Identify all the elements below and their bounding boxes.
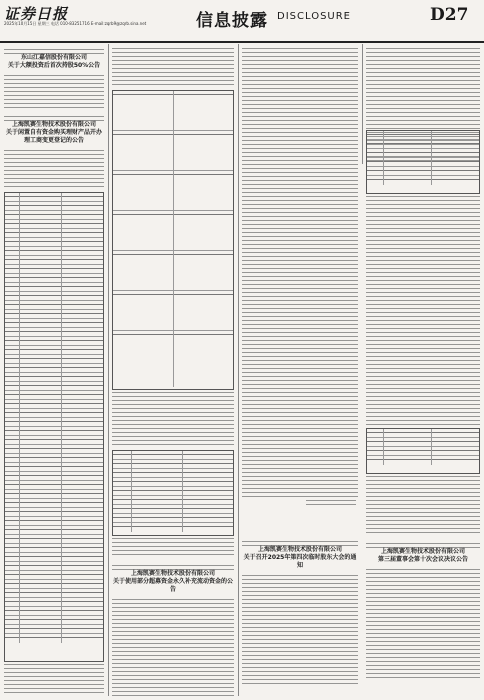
announcement-title: 关于闲置自有资金购买理财产品开办理工商变更登记的公告 — [5, 129, 102, 144]
announcement-body — [112, 599, 234, 696]
column-3 — [240, 46, 360, 696]
announcement-body — [242, 575, 358, 687]
section-title-en: DISCLOSURE — [277, 11, 351, 22]
announcement-body — [4, 75, 104, 111]
announcement-header — [2, 113, 106, 148]
announcement-company: 上海凯赛生物技术股份有限公司 — [257, 546, 342, 553]
column-4 — [364, 128, 482, 696]
data-table — [366, 130, 480, 194]
data-table — [366, 428, 480, 474]
announcement-body — [366, 196, 480, 426]
announcement-body — [4, 150, 104, 190]
signature — [306, 500, 356, 508]
column-1 — [2, 46, 106, 696]
column-divider — [238, 44, 239, 696]
data-table — [4, 192, 104, 662]
announcement-title: 关于大额投资后首次持股50%公告 — [7, 62, 101, 69]
announcement-header — [364, 540, 482, 567]
announcement-header — [240, 538, 360, 573]
newspaper-logo: 证券日报 — [4, 5, 69, 23]
announcement-body — [366, 569, 480, 679]
announcement-header — [110, 562, 236, 597]
announcement-company: 上海凯赛生物技术股份有限公司 — [130, 570, 215, 577]
data-table — [112, 90, 234, 390]
announcement-body — [112, 392, 234, 448]
column-2 — [110, 46, 236, 696]
announcement-title: 关于使用部分超募资金永久补充流动资金的公告 — [112, 578, 233, 593]
announcement-header — [2, 46, 106, 73]
section-title: 信息披露 — [196, 11, 268, 31]
announcement-title: 关于召开2025年第四次临时股东大会的通知 — [243, 554, 357, 569]
announcement-company: 上海凯赛生物技术股份有限公司 — [380, 548, 465, 555]
page-number: D27 — [430, 5, 469, 25]
announcement-body — [366, 476, 480, 536]
header-rule — [0, 41, 484, 43]
announcement-body — [4, 664, 104, 696]
announcement-company: 东山江嘉信股份有限公司 — [20, 54, 87, 61]
announcement-title: 第三届董事会第十次会议决议公告 — [377, 556, 468, 563]
column-divider — [108, 44, 109, 696]
announcement-body — [112, 538, 234, 556]
issue-meta: 2025年10月15日 星期三 电话 010-83251716 E-mail:zqrb9@zqrb.sina.net — [4, 21, 147, 26]
announcement-company: 上海凯赛生物技术股份有限公司 — [11, 121, 96, 128]
masthead — [0, 0, 484, 40]
announcement-body — [112, 48, 234, 88]
data-table — [112, 450, 234, 536]
column-divider — [362, 44, 363, 164]
announcement-body — [242, 48, 358, 498]
